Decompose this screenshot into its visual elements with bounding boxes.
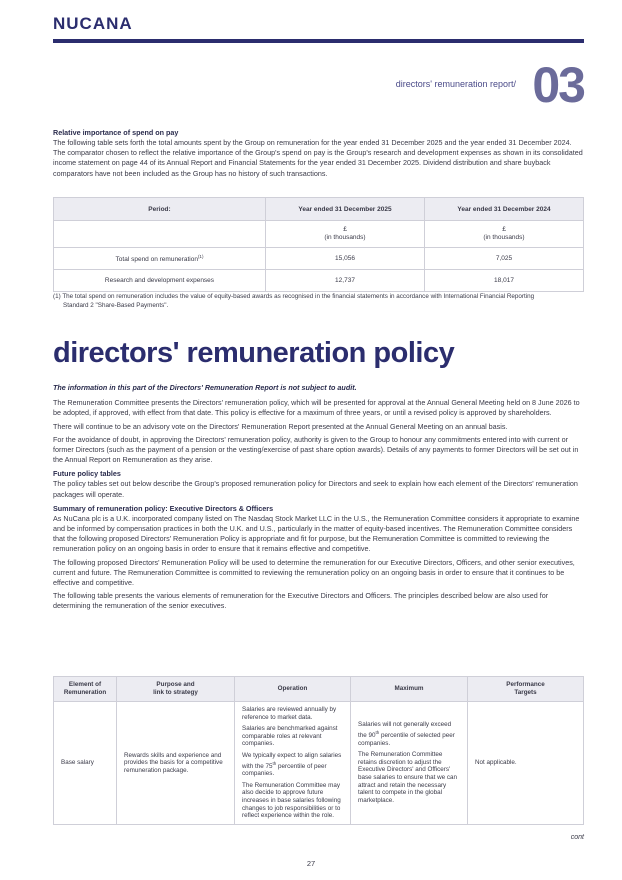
spend-header-2025: Year ended 31 December 2025 [266, 198, 425, 221]
spend-header-2024: Year ended 31 December 2024 [425, 198, 584, 221]
row-label: Total spend on remuneration$^{(1)}$ [54, 248, 266, 270]
units-label: (in thousands) [483, 234, 525, 241]
row-value-2024: 7,025 [425, 248, 584, 270]
continued-label: cont [570, 834, 584, 841]
currency-symbol: £ [502, 226, 506, 233]
header-maximum: Maximum [351, 677, 468, 702]
footnote-line-1: (1) The total spend on remuneration includes the value of equity-based awards as recognised in the financial statements in accordance with International Financial Reporting [53, 293, 535, 300]
policy-section [53, 383, 584, 615]
header-rule [53, 39, 584, 43]
spend-units-2024 [425, 221, 584, 248]
nucana-logo: NUCANA [53, 14, 133, 33]
spend-section [53, 128, 584, 179]
operation-cell: Salaries are reviewed annually by reference to market data. Salaries are benchmarked against comparable roles at relevant companies. We typically expect to align salaries with the 75th percentile of peer companies. The Remuneration Committee may also decide to approve future increases in base salaries following changes to job responsibilities or to reflect experience within the role. [235, 702, 351, 825]
spend-text: The following table sets forth the total amounts spent by the Group on remuneration for the year ended 31 December 2025 and the year ended 31 December 2024. The comparator chosen to reflect the relative importance of the Group's spend on pay is the Group's research and development expenses as shown in its consolidated income statement on page 44 of its Annual Report and Financial Statements for the year ended 31 December 2025. Dividend distribution and share buyback comparators have not been included as the Group has no history of such transactions. [53, 138, 583, 178]
policy-paragraph: The policy tables set out below describe the Group's proposed remuneration policy for Directors and seek to explain how each element of the Directors' remuneration packages will operate. [53, 479, 578, 499]
footnote-line-2: Standard 2 "Share-Based Payments". [63, 301, 169, 309]
policy-paragraph: The Remuneration Committee presents the Directors' remuneration policy, which will be presented for approval at the Annual General Meeting held on 8 June 2026 to be adopted, if approved, with effect from that date. This policy is effective for a maximum of three years, or until a revised policy is approved by shareholders. [53, 398, 580, 418]
header-operation: Operation [235, 677, 351, 702]
row-value-2025: 12,737 [266, 270, 425, 292]
maximum-cell: Salaries will not generally exceed the 90th percentile of selected peer companies. The Remuneration Committee retains discretion to adjust the Executive Directors' and Officers' base salaries to ensure that we can attract and retain the necessary talent to compete in the global marketplace. [351, 702, 468, 825]
header-purpose: Purpose and link to strategy [117, 677, 235, 702]
policy-title: directors' remuneration policy [53, 337, 455, 369]
table-row [54, 248, 584, 270]
spend-units-2025 [266, 221, 425, 248]
policy-paragraph: The following proposed Directors' Remuneration Policy will be used to determine the remuneration for our Executive Directors, Officers, and other senior executives, current and future. The Remuneration Committee is committed to reviewing the remuneration policy on an ongoing basis in order to ensure that it continues to be effective and competitive. [53, 557, 575, 588]
remuneration-elements-table [53, 676, 584, 825]
policy-paragraph: For the avoidance of doubt, in approving the Directors' remuneration policy, authority is given to the Group to honour any commitments entered into with current or former Directors (such as the payment of a pension or the vesting/exercise of past share option awards). Details of any payments to former Directors will be set out in the Annual Report on Remuneration as they arise. [53, 434, 579, 465]
policy-paragraph: There will continue to be an advisory vote on the Directors' Remuneration Report presented at the Annual General Meeting on an annual basis. [53, 421, 508, 431]
spend-heading: Relative importance of spend on pay [53, 128, 179, 137]
spend-header-period: Period: [54, 198, 266, 221]
section-number: 03 [532, 57, 584, 113]
table-row [54, 702, 584, 825]
row-value-2024: 18,017 [425, 270, 584, 292]
row-label: Research and development expenses [54, 270, 266, 292]
policy-paragraph: As NuCana plc is a U.K. incorporated company listed on The Nasdaq Stock Market LLC in the U.S., the Remuneration Committee considers it appropriate to examine and be informed by compensation practices in both the U.K. and U.S., particularly in the matter of equity-based incentives. The Remuneration Committee considers that the following proposed Directors' Remuneration Policy is appropriate and fit for purpose, but the Remuneration Committee is committed to reviewing the remuneration policy on an ongoing basis in order to ensure that it remains effective and competitive. [53, 513, 580, 554]
header-performance: Performance Targets [468, 677, 584, 702]
table-row [54, 270, 584, 292]
element-cell: Base salary [54, 702, 117, 825]
future-policy-heading: Future policy tables [53, 469, 121, 479]
units-label: (in thousands) [324, 234, 366, 241]
policy-paragraph: The following table presents the various elements of remuneration for the Executive Directors and Officers. The principles described below are also used for determining the remuneration of the senior executives. [53, 591, 549, 611]
section-label: directors' remuneration report/ [395, 79, 516, 89]
row-value-2025: 15,056 [266, 248, 425, 270]
spend-units-empty [54, 221, 266, 248]
footnote [53, 293, 584, 310]
spend-table [53, 197, 584, 292]
purpose-cell: Rewards skills and experience and provides the basis for a competitive remuneration package. [117, 702, 235, 825]
performance-cell: Not applicable. [468, 702, 584, 825]
header-element: Element of Remuneration [54, 677, 117, 702]
policy-note: The information in this part of the Directors' Remuneration Report is not subject to audit. [53, 383, 357, 392]
summary-heading: Summary of remuneration policy: Executive Directors & Officers [53, 503, 274, 513]
page-number: 27 [306, 859, 316, 868]
currency-symbol: £ [343, 226, 347, 233]
